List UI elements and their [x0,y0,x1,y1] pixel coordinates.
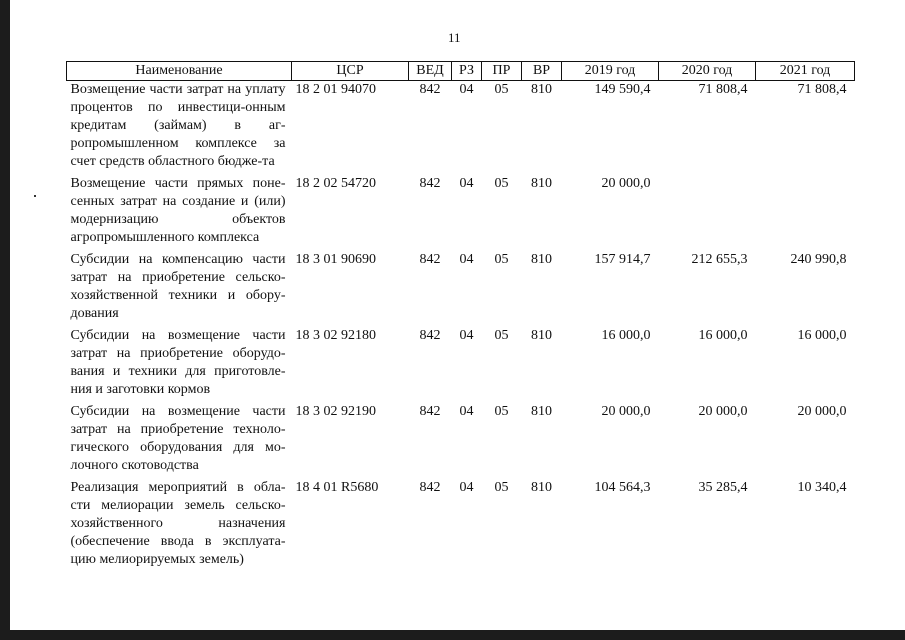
cell-2019: 16 000,0 [601,328,651,343]
cell-vr: 810 [531,328,552,343]
cell-csr: 18 3 02 92190 [295,404,376,419]
cell-2019: 104 564,3 [594,480,651,495]
table-row [67,403,855,479]
cell-2021 [756,175,855,251]
cell-csr: 18 3 01 90690 [295,252,376,267]
cell-ved: 842 [419,480,441,495]
cell-csr: 18 3 02 92180 [295,328,376,343]
cell-2020: 212 655,3 [691,252,748,267]
header-ved: ВЕД [409,62,452,81]
table-row [67,81,855,176]
header-2020: 2020 год [659,62,756,81]
header-2021: 2021 год [756,62,855,81]
table-row [67,175,855,251]
cell-2021: 16 000,0 [797,328,847,343]
header-rz: РЗ [452,62,482,81]
page-border-left [0,0,10,640]
cell-csr: 18 4 01 R5680 [295,480,379,495]
page-border-bottom [0,630,905,640]
cell-name: Субсидии на возмещение части затрат на приобретение техноло-гического оборудования для мо-лочного скотоводства [70,404,286,473]
cell-vr: 810 [531,480,552,495]
cell-ved: 842 [419,328,441,343]
scan-dot [34,195,36,197]
cell-rz: 04 [459,328,474,343]
page-number: 11 [448,30,461,45]
cell-rz: 04 [459,480,474,495]
cell-vr: 810 [531,82,552,97]
cell-2021: 71 808,4 [797,82,847,97]
cell-2020: 16 000,0 [698,328,748,343]
cell-vr: 810 [531,176,552,191]
cell-vr: 810 [531,404,552,419]
header-vr: ВР [522,62,562,81]
cell-name: Субсидии на компенсацию части затрат на приобретение сельско-хозяйственной техники и обору-дования [70,252,286,321]
cell-2020 [659,175,756,251]
cell-name: Возмещение части затрат на уплату процентов по инвестици-онным кредитам (займам) в аг-ропромышленном комплексе за счет средств областного бюдже-та [70,82,286,169]
cell-ved: 842 [419,176,441,191]
cell-pr: 05 [494,404,509,419]
cell-rz: 04 [459,404,474,419]
header-2019: 2019 год [562,62,659,81]
cell-rz: 04 [459,176,474,191]
cell-csr: 18 2 01 94070 [295,82,376,97]
cell-2021: 10 340,4 [797,480,847,495]
cell-ved: 842 [419,404,441,419]
cell-pr: 05 [494,480,509,495]
cell-rz: 04 [459,252,474,267]
table-header-row [67,62,855,81]
cell-pr: 05 [494,82,509,97]
cell-2019: 20 000,0 [601,176,651,191]
cell-name: Субсидии на возмещение части затрат на приобретение оборудо-вания и техники для приготовле-ния и заготовки кормов [70,328,286,397]
budget-table [66,61,855,573]
cell-2020: 35 285,4 [698,480,748,495]
cell-2019: 157 914,7 [594,252,651,267]
table-row [67,251,855,327]
header-pr: ПР [482,62,522,81]
cell-2019: 20 000,0 [601,404,651,419]
cell-ved: 842 [419,82,441,97]
cell-pr: 05 [494,328,509,343]
table-row [67,479,855,573]
header-csr: ЦСР [292,62,409,81]
cell-csr: 18 2 02 54720 [295,176,376,191]
cell-pr: 05 [494,176,509,191]
cell-2020: 71 808,4 [698,82,748,97]
cell-2021: 240 990,8 [790,252,847,267]
cell-2019: 149 590,4 [594,82,651,97]
cell-name: Реализация мероприятий в обла-сти мелиорации земель сельско-хозяйственного назначения (обеспечение ввода в эксплуата-цию мелиорируемых земель) [70,480,286,567]
cell-pr: 05 [494,252,509,267]
cell-2020: 20 000,0 [698,404,748,419]
cell-vr: 810 [531,252,552,267]
table-row [67,327,855,403]
cell-rz: 04 [459,82,474,97]
cell-name: Возмещение части прямых поне-сенных затрат на создание и (или) модернизацию объектов агропромышленного комплекса [70,176,286,245]
cell-ved: 842 [419,252,441,267]
header-name: Наименование [67,62,292,81]
cell-2021: 20 000,0 [797,404,847,419]
